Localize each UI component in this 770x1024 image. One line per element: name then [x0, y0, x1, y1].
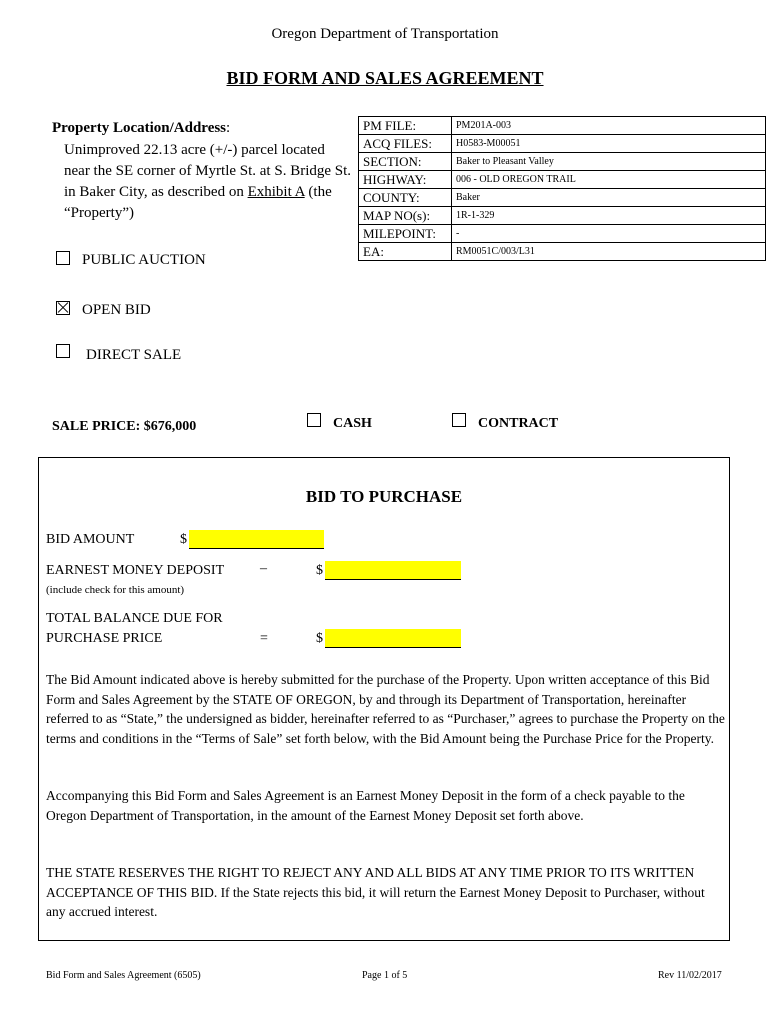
- meta-value: PM201A-003: [452, 117, 766, 135]
- direct-sale-checkbox[interactable]: [56, 344, 70, 358]
- sale-price: SALE PRICE: $676,000: [52, 419, 197, 434]
- property-location-label: Property Location/Address:: [52, 120, 231, 136]
- public-auction-label: PUBLIC AUCTION: [82, 252, 206, 268]
- table-row: [359, 135, 766, 153]
- meta-key: SECTION:: [359, 153, 452, 171]
- open-bid-checkbox[interactable]: [56, 301, 70, 315]
- earnest-money-field[interactable]: [325, 561, 461, 580]
- table-row: [359, 207, 766, 225]
- table-row: [359, 171, 766, 189]
- footer-page-number: Page 1 of 5: [362, 970, 408, 981]
- bid-to-purchase-title: BID TO PURCHASE: [305, 487, 463, 506]
- document-title: BID FORM AND SALES AGREEMENT: [226, 68, 544, 88]
- bid-paragraph-1: The Bid Amount indicated above is hereby submitted for the purchase of the Property. Upon written acceptance of this Bid Form and Sales Agreement by the STATE OF OREGON, by and through its Department of Transportation, hereinafter referred to as “State,” the undersigned as bidder, hereinafter referred to as “Purchaser,” agrees to purchase the Property on the terms and conditions in the “Terms of Sale” set forth below, with the Bid Amount being the Purchase Price for the Property.: [46, 672, 725, 746]
- bid-amount-label: BID AMOUNT: [46, 532, 135, 547]
- table-row: [359, 243, 766, 261]
- earnest-money-dollar: $: [316, 563, 323, 578]
- earnest-money-operator: –: [260, 561, 267, 576]
- cash-label: CASH: [333, 416, 372, 431]
- meta-value: -: [452, 225, 766, 243]
- meta-key: EA:: [359, 243, 452, 261]
- meta-value: 006 - OLD OREGON TRAIL: [452, 171, 766, 189]
- property-description: [64, 140, 354, 224]
- meta-value: Baker to Pleasant Valley: [452, 153, 766, 171]
- meta-key: ACQ FILES:: [359, 135, 452, 153]
- footer-revision: Rev 11/02/2017: [658, 970, 722, 981]
- bid-amount-dollar: $: [180, 532, 187, 547]
- property-meta-table: [358, 116, 766, 261]
- agency-name: Oregon Department of Transportation: [271, 26, 499, 42]
- total-balance-operator: =: [260, 631, 268, 646]
- contract-checkbox[interactable]: [452, 413, 466, 427]
- table-row: [359, 117, 766, 135]
- meta-key: HIGHWAY:: [359, 171, 452, 189]
- public-auction-checkbox[interactable]: [56, 251, 70, 265]
- open-bid-label: OPEN BID: [82, 302, 151, 318]
- earnest-money-label: EARNEST MONEY DEPOSIT: [46, 563, 225, 578]
- meta-value: RM0051C/003/L31: [452, 243, 766, 261]
- bid-amount-field[interactable]: [189, 530, 324, 549]
- total-balance-label-line1: TOTAL BALANCE DUE FOR: [46, 611, 223, 626]
- bid-paragraph-3: THE STATE RESERVES THE RIGHT TO REJECT ANY AND ALL BIDS AT ANY TIME PRIOR TO ITS WRITTEN ACCEPTANCE OF THIS BID. If the State rejects this bid, it will return the Earnest Money Deposit to Purchaser, without any accrued interest.: [46, 865, 705, 919]
- table-row: [359, 189, 766, 207]
- meta-key: MAP NO(s):: [359, 207, 452, 225]
- meta-value: Baker: [452, 189, 766, 207]
- total-balance-dollar: $: [316, 631, 323, 646]
- direct-sale-label: DIRECT SALE: [86, 347, 182, 363]
- property-location-label-text: Property Location/Address: [52, 120, 227, 136]
- contract-label: CONTRACT: [478, 416, 559, 431]
- meta-key: PM FILE:: [359, 117, 452, 135]
- meta-value: 1R-1-329: [452, 207, 766, 225]
- meta-value: H0583-M00051: [452, 135, 766, 153]
- cash-checkbox[interactable]: [307, 413, 321, 427]
- bid-paragraph-2: Accompanying this Bid Form and Sales Agreement is an Earnest Money Deposit in the form of a check payable to the Oregon Department of Transportation, in the amount of the Earnest Money Deposit set forth above.: [46, 788, 685, 823]
- exhibit-a-link[interactable]: Exhibit A: [247, 184, 305, 200]
- total-balance-label-line2: PURCHASE PRICE: [46, 631, 163, 646]
- footer-form-name: Bid Form and Sales Agreement (6505): [46, 970, 201, 981]
- table-row: [359, 225, 766, 243]
- meta-key: MILEPOINT:: [359, 225, 452, 243]
- meta-key: COUNTY:: [359, 189, 452, 207]
- total-balance-field[interactable]: [325, 629, 461, 648]
- property-description-suffix: (the “Property”): [64, 184, 332, 221]
- table-row: [359, 153, 766, 171]
- property-description-text: Unimproved 22.13 acre (+/-) parcel located near the SE corner of Myrtle St. at S. Bridge St. in Baker City, as described on: [64, 142, 352, 200]
- earnest-money-note: (include check for this amount): [46, 584, 185, 596]
